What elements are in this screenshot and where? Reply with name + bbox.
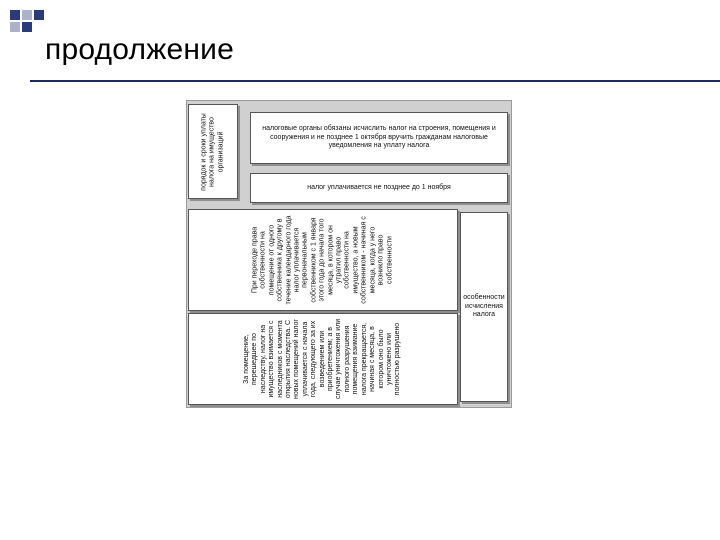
title-underline — [30, 80, 720, 82]
top-box-text: налоговые органы обязаны исчислить налог на строения, помещения и сооружения и не позднее 1 октября вручить гражданам налоговые уведомления на уплату налога — [262, 125, 496, 150]
decor-square — [22, 22, 32, 32]
right-box — [460, 212, 508, 402]
left-column-bottom-box — [188, 313, 458, 405]
right-box-text: особенности исчисления налога — [463, 294, 505, 319]
left-column-bottom-text: За помещение, перешедшее по наследству, налог на имущество взимается с наследников с момента открытия наследства. С новых помещений налог уплачивается с начала года, следующего за их возведением или приобретением; а в случае уничтожения или полного разрушения помещения взимание налога прекращается, начиная с месяца, в котором оно было уничтожено или полностью разрушено — [243, 318, 402, 400]
slide-title: продолжение — [45, 33, 234, 66]
top-box — [250, 112, 508, 164]
decor-square — [10, 10, 20, 20]
decor-square — [22, 10, 32, 20]
second-box — [250, 173, 508, 203]
decor-square — [34, 10, 44, 20]
header-label: порядок и сроки уплаты налога на имущество организаций — [200, 112, 225, 191]
left-column-top-box — [188, 209, 458, 311]
header-label-box — [188, 104, 238, 199]
second-box-text: налог уплачивается не позднее до 1 ноября — [307, 183, 451, 191]
decor-square — [10, 22, 20, 32]
left-column-top-text: При переходе права собственности на помещение от одного собственника к другому в течение календарного года налог уплачивается первоначальным собственником с 1 января этого года до начала того месяца, в котором он утратил право собственности на имущество, а новым собственником - начиная с месяца, когда у него возникло право собственности — [251, 215, 394, 305]
